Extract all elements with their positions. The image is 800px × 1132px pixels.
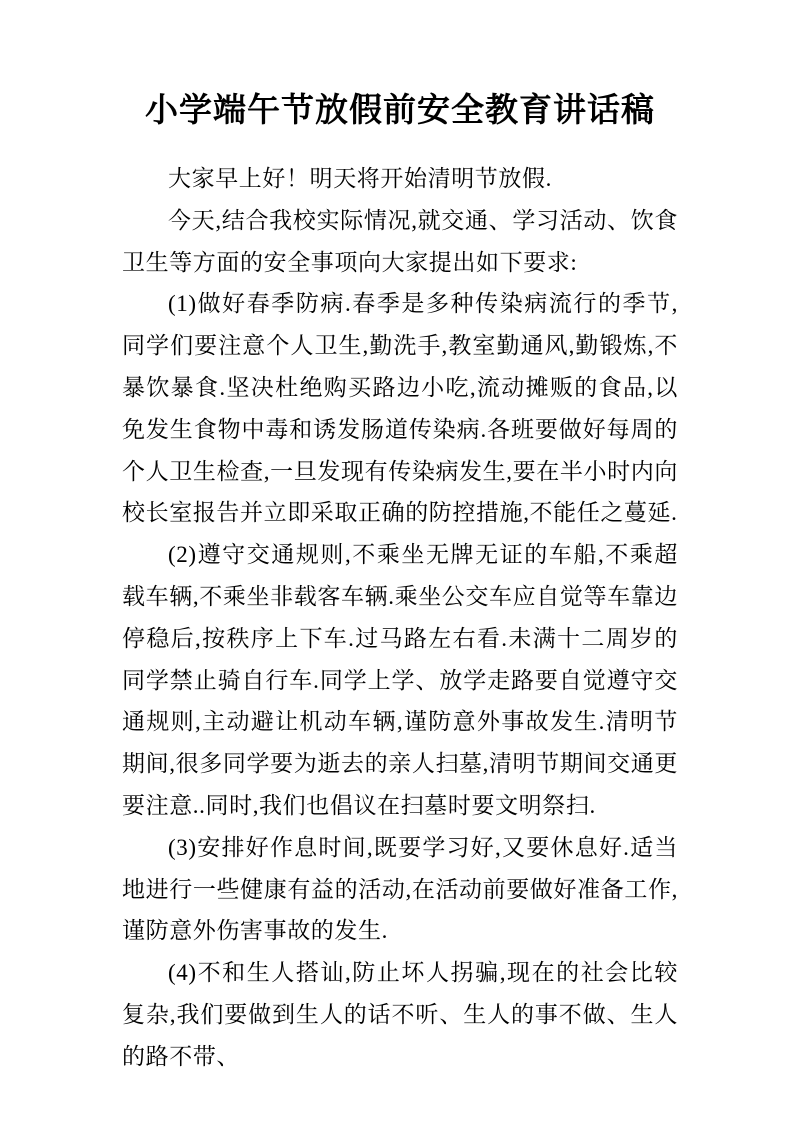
paragraph-item-2: (2)遵守交通规则,不乘坐无牌无证的车船,不乘超载车辆,不乘坐非载客车辆.乘坐公交车应自觉等车靠边停稳后,按秩序上下车.过马路左右看.未满十二周岁的同学禁止骑自行车.同学上学、放学走路要自觉遵守交通规则,主动避让机动车辆,谨防意外事故发生.清明节期间,很多同学要为逝去的亲人扫墓,清明节期间交通更要注意..同时,我们也倡议在扫墓时要文明祭扫. — [122, 542, 678, 818]
paragraph-greeting: 大家早上好！明天将开始清明节放假. — [168, 166, 552, 191]
paragraph-intro: 今天,结合我校实际情况,就交通、学习活动、饮食卫生等方面的安全事项向大家提出如下要求: — [122, 207, 678, 275]
document-body — [122, 158, 678, 1078]
paragraph-item-1: (1)做好春季防病.春季是多种传染病流行的季节,同学们要注意个人卫生,勤洗手,教室勤通风,勤锻炼,不暴饮暴食.坚决杜绝购买路边小吃,流动摊贩的食品,以免发生食物中毒和诱发肠道传染病.各班要做好每周的个人卫生检查,一旦发现有传染病发生,要在半小时内向校长室报告并立即采取正确的防控措施,不能任之蔓延. — [122, 291, 678, 526]
paragraph-item-3: (3)安排好作息时间,既要学习好,又要休息好.适当地进行一些健康有益的活动,在活动前要做好准备工作,谨防意外伤害事故的发生. — [122, 834, 678, 944]
document-title: 小学端午节放假前安全教育讲话稿 — [145, 93, 655, 129]
paragraph-item-4: (4)不和生人搭讪,防止坏人拐骗,现在的社会比较复杂,我们要做到生人的话不听、生人的事不做、生人的路不带、 — [122, 960, 678, 1069]
